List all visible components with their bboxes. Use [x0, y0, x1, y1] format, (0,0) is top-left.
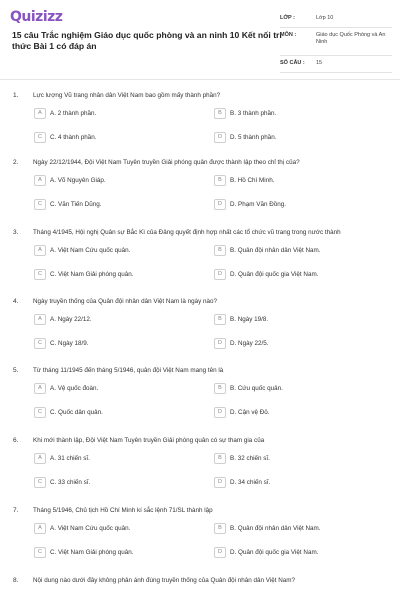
- option-text: B. Ngày 19/8.: [230, 315, 269, 323]
- option-text: C. 4 thành phần.: [50, 133, 97, 141]
- option-letter-box: B: [214, 175, 226, 186]
- question-number: 2.: [13, 159, 19, 166]
- option-b[interactable]: [214, 522, 321, 534]
- question-number: 7.: [13, 507, 19, 514]
- option-letter-box: C: [34, 199, 46, 210]
- meta-class-label: LỚP :: [280, 15, 295, 21]
- option-a[interactable]: [34, 522, 130, 534]
- option-letter-box: D: [214, 477, 226, 488]
- question-number: 8.: [13, 577, 19, 584]
- option-letter-box: D: [214, 338, 226, 349]
- option-d[interactable]: [214, 476, 270, 488]
- meta-class-value: Lớp 10: [316, 15, 334, 21]
- question-number: 6.: [13, 437, 19, 444]
- option-text: B. Cứu quốc quân.: [230, 384, 283, 392]
- option-letter-box: D: [214, 269, 226, 280]
- option-letter-box: D: [214, 407, 226, 418]
- option-letter-box: A: [34, 245, 46, 256]
- option-text: D. Quân đội quốc gia Việt Nam.: [230, 548, 319, 556]
- option-b[interactable]: [214, 107, 276, 119]
- option-d[interactable]: [214, 546, 318, 558]
- option-letter-box: B: [214, 453, 226, 464]
- question-text: Tháng 4/1945, Hội nghị Quân sự Bắc Kì của Đảng quyết định hợp nhất các tổ chức vũ trang trong nước thành: [33, 229, 341, 236]
- option-text: B. 3 thành phần.: [230, 109, 277, 117]
- meta-subject-label: MÔN :: [280, 32, 297, 38]
- option-c[interactable]: [34, 268, 134, 280]
- option-text: D. Ngày 22/5.: [230, 339, 269, 347]
- option-text: B. Hồ Chí Minh.: [230, 176, 275, 184]
- option-letter-box: B: [214, 245, 226, 256]
- option-text: A. Việt Nam Cứu quốc quân.: [50, 246, 131, 254]
- option-text: B. 32 chiến sĩ.: [230, 454, 270, 462]
- option-letter-box: C: [34, 132, 46, 143]
- option-text: A. Võ Nguyên Giáp.: [50, 176, 106, 184]
- option-letter-box: C: [34, 338, 46, 349]
- option-text: C. 33 chiến sĩ.: [50, 478, 91, 486]
- option-text: D. Phạm Văn Đồng.: [230, 200, 287, 208]
- question-number: 3.: [13, 229, 19, 236]
- option-d[interactable]: [214, 131, 277, 143]
- option-letter-box: C: [34, 407, 46, 418]
- option-text: D. Cận vệ Đỏ.: [230, 408, 270, 416]
- option-letter-box: A: [34, 383, 46, 394]
- option-c[interactable]: [34, 198, 101, 210]
- option-a[interactable]: [34, 174, 106, 186]
- option-a[interactable]: [34, 452, 90, 464]
- question-text: Ngày 22/12/1944, Đội Việt Nam Tuyên truyền Giải phóng quân được thành lập theo chỉ thị của?: [33, 159, 300, 166]
- question-text: Khi mới thành lập, Đội Việt Nam Tuyên truyền Giải phóng quân có sự tham gia của: [33, 437, 265, 444]
- question-number: 5.: [13, 367, 19, 374]
- question-number: 4.: [13, 298, 19, 305]
- option-letter-box: C: [34, 547, 46, 558]
- meta-count-row: [280, 58, 392, 73]
- option-letter-box: C: [34, 477, 46, 488]
- option-c[interactable]: [34, 546, 134, 558]
- option-letter-box: D: [214, 132, 226, 143]
- worksheet-meta: [280, 13, 392, 73]
- option-d[interactable]: [214, 337, 269, 349]
- meta-count-value: 15: [316, 60, 323, 66]
- meta-class-row: [280, 13, 392, 28]
- option-letter-box: B: [214, 383, 226, 394]
- quizizz-logo: Quizizz: [10, 9, 63, 25]
- option-c[interactable]: [34, 476, 90, 488]
- option-letter-box: B: [214, 314, 226, 325]
- option-letter-box: A: [34, 523, 46, 534]
- option-a[interactable]: [34, 313, 92, 325]
- option-text: C. Việt Nam Giải phóng quân.: [50, 270, 134, 278]
- option-text: A. Ngày 22/12.: [50, 315, 92, 323]
- option-text: C. Việt Nam Giải phóng quân.: [50, 548, 134, 556]
- question-number: 1.: [13, 92, 19, 99]
- option-text: C. Ngày 18/9.: [50, 339, 89, 347]
- option-a[interactable]: [34, 382, 98, 394]
- option-text: A. 31 chiến sĩ.: [50, 454, 90, 462]
- option-letter-box: A: [34, 314, 46, 325]
- option-letter-box: A: [34, 108, 46, 119]
- option-b[interactable]: [214, 244, 321, 256]
- option-text: A. 2 thành phần.: [50, 109, 97, 117]
- option-text: B. Quân đội nhân dân Việt Nam.: [230, 246, 321, 254]
- option-b[interactable]: [214, 452, 270, 464]
- option-b[interactable]: [214, 313, 268, 325]
- meta-subject-row: [280, 30, 392, 56]
- question-text: Nội dung nào dưới đây không phản ánh đúng truyền thống của Quân đội nhân dân Việt Nam?: [33, 577, 296, 584]
- option-b[interactable]: [214, 382, 283, 394]
- option-c[interactable]: [34, 337, 89, 349]
- option-d[interactable]: [214, 406, 270, 418]
- option-letter-box: A: [34, 175, 46, 186]
- option-letter-box: C: [34, 269, 46, 280]
- option-text: B. Quân đội nhân dân Việt Nam.: [230, 524, 321, 532]
- question-text: Lực lượng Vũ trang nhân dân Việt Nam bao gồm mấy thành phần?: [33, 92, 221, 99]
- option-text: A. Vệ quốc đoàn.: [50, 384, 99, 392]
- option-d[interactable]: [214, 198, 286, 210]
- option-letter-box: D: [214, 547, 226, 558]
- question-text: Tháng 5/1946, Chủ tịch Hồ Chí Minh kí sắc lệnh 71/SL thành lập: [33, 507, 213, 514]
- meta-subject-value: Giáo dục Quốc Phòng và An Ninh: [316, 32, 386, 46]
- question-text: Ngày truyền thống của Quân đội nhân dân Việt Nam là ngày nào?: [33, 298, 218, 305]
- meta-count-label: SỐ CÂU :: [280, 60, 305, 66]
- option-text: A. Việt Nam Cứu quốc quân.: [50, 524, 131, 532]
- option-letter-box: A: [34, 453, 46, 464]
- option-a[interactable]: [34, 107, 96, 119]
- option-d[interactable]: [214, 268, 318, 280]
- option-text: D. Quân đội quốc gia Việt Nam.: [230, 270, 319, 278]
- worksheet-header: [0, 0, 400, 80]
- option-a[interactable]: [34, 244, 130, 256]
- question-text: Từ tháng 11/1945 đến tháng 5/1946, quân đội Việt Nam mang tên là: [33, 367, 224, 374]
- option-text: D. 34 chiến sĩ.: [230, 478, 271, 486]
- worksheet-title: 15 câu Trắc nghiệm Giáo dục quốc phòng và an ninh 10 Kết nối tri thức Bài 1 có đáp án: [12, 30, 282, 52]
- option-b[interactable]: [214, 174, 274, 186]
- option-text: C. Văn Tiến Dũng.: [50, 200, 102, 208]
- option-text: C. Quốc dân quân.: [50, 408, 103, 416]
- option-text: D. 5 thành phần.: [230, 133, 277, 141]
- option-letter-box: D: [214, 199, 226, 210]
- option-letter-box: B: [214, 523, 226, 534]
- option-c[interactable]: [34, 406, 103, 418]
- option-c[interactable]: [34, 131, 97, 143]
- option-letter-box: B: [214, 108, 226, 119]
